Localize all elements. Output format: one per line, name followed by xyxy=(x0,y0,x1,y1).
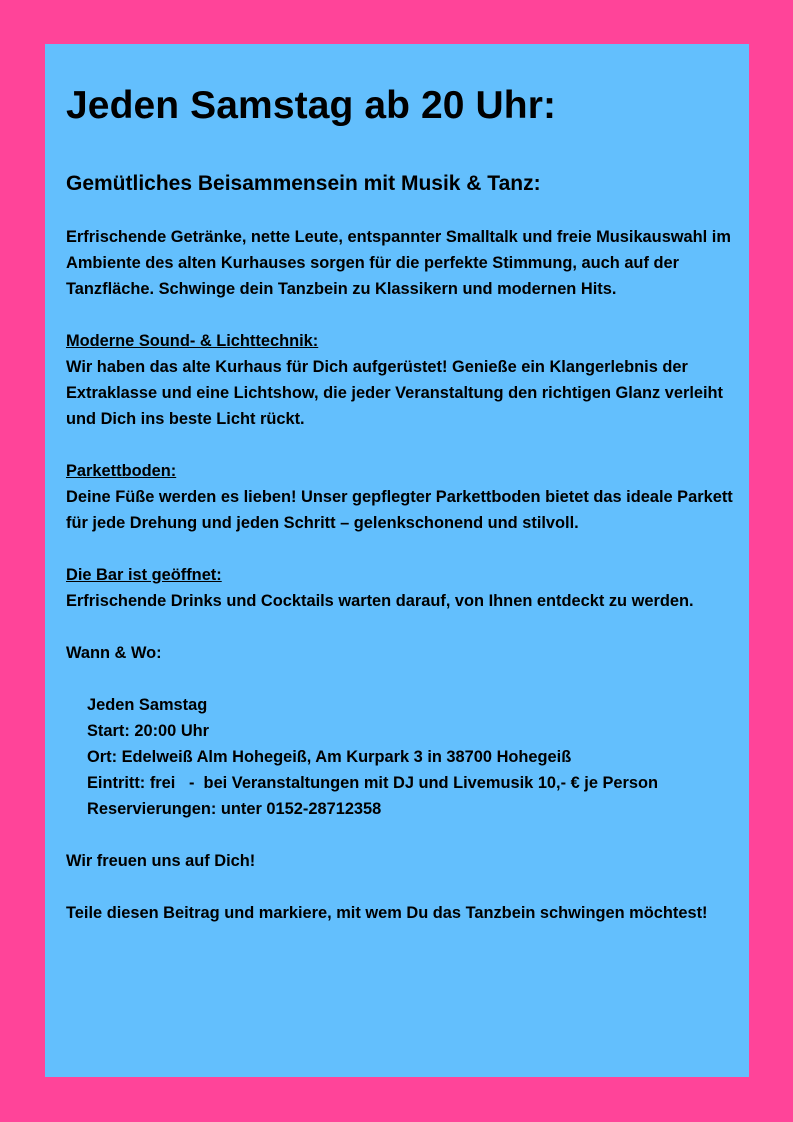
section-text-sound-light: Wir haben das alte Kurhaus für Dich aufgerüstet! Genieße ein Klangerlebnis der Extraklasse und eine Lichtshow, die jeder Veranstaltung den richtigen Glanz verleiht und Dich ins beste Licht rückt. xyxy=(66,358,724,428)
share-line: Teile diesen Beitrag und markiere, mit wem Du das Tanzbein schwingen möchtest! xyxy=(66,904,708,922)
section-sound-light xyxy=(66,328,749,432)
detail-admission: Eintritt: frei - bei Veranstaltungen mit DJ und Livemusik 10,- € je Person xyxy=(87,774,659,792)
intro-paragraph: Erfrischende Getränke, nette Leute, entspannter Smalltalk und freie Musikauswahl im Ambiente des alten Kurhauses sorgen für die perfekte Stimmung, auch auf der Tanzfläche. Schwinge dein Tanzbein zu Klassikern und modernen Hits. xyxy=(66,228,731,298)
event-details xyxy=(66,692,749,822)
detail-reservations: Reservierungen: unter 0152-28712358 xyxy=(87,800,382,818)
section-heading-bar: Die Bar ist geöffnet: xyxy=(66,566,222,584)
flyer-title: Jeden Samstag ab 20 Uhr: xyxy=(66,84,557,127)
detail-start: Start: 20:00 Uhr xyxy=(87,722,210,740)
when-where-label: Wann & Wo: xyxy=(66,644,162,662)
section-heading-sound-light: Moderne Sound- & Lichttechnik: xyxy=(66,332,319,350)
closing-line: Wir freuen uns auf Dich! xyxy=(66,852,256,870)
section-heading-parquet: Parkettboden: xyxy=(66,462,177,480)
detail-location: Ort: Edelweiß Alm Hohegeiß, Am Kurpark 3 in 38700 Hohegeiß xyxy=(87,748,572,766)
section-bar xyxy=(66,562,749,614)
detail-day: Jeden Samstag xyxy=(87,696,208,714)
section-text-bar: Erfrischende Drinks und Cocktails warten darauf, von Ihnen entdeckt zu werden. xyxy=(66,592,694,610)
section-text-parquet: Deine Füße werden es lieben! Unser gepflegter Parkettboden bietet das ideale Parkett für jede Drehung und jeden Schritt – gelenkschonend und stilvoll. xyxy=(66,488,733,532)
flyer-body xyxy=(66,224,749,926)
flyer-panel xyxy=(45,44,749,1077)
section-parquet xyxy=(66,458,749,536)
flyer-subtitle: Gemütliches Beisammensein mit Musik & Tanz: xyxy=(66,172,541,195)
